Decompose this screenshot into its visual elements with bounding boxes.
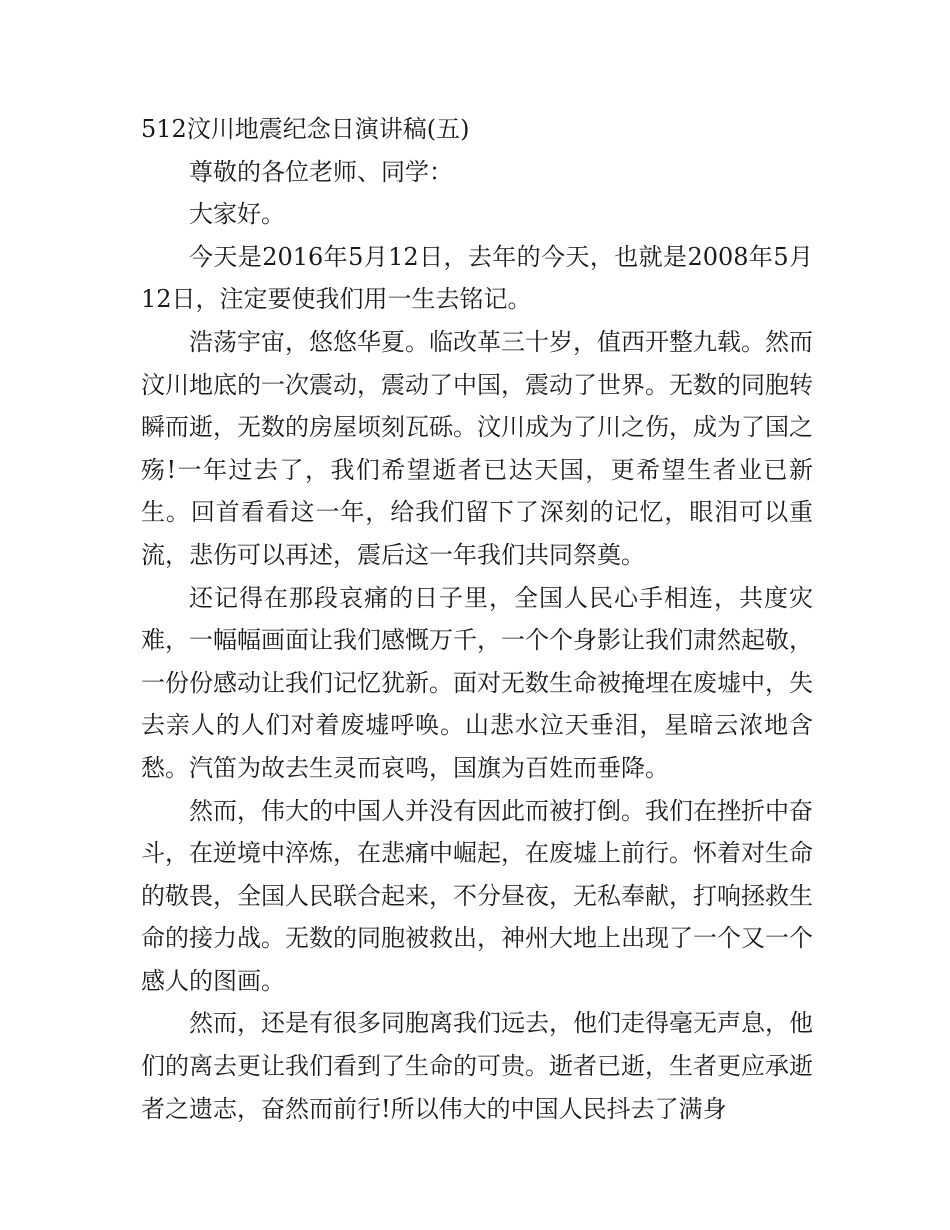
document-title: 512汶川地震纪念日演讲稿(五) — [141, 115, 470, 143]
greeting-paragraph: 大家好。 — [189, 200, 285, 229]
body-paragraph: 然而，伟大的中国人并没有因此而被打倒。我们在挫折中奋斗，在逆境中淬炼，在悲痛中崛起，在废墟上前行。怀着对生命的敬畏，全国人民联合起来，不分昼夜，无私奉献，打响拯救生命的接力战。无数的同胞被救出，神州大地上出现了一个又一个感人的图画。 — [141, 796, 813, 995]
body-paragraph: 还记得在那段哀痛的日子里，全国人民心手相连，共度灾难，一幅幅画面让我们感慨万千，一个个身影让我们肃然起敬，一份份感动让我们记忆犹新。面对无数生命被掩埋在废墟中，失去亲人的人们对着废墟呼唤。山悲水泣天垂泪，星暗云浓地含愁。汽笛为故去生灵而哀鸣，国旗为百姓而垂降。 — [141, 583, 813, 782]
document-body — [141, 108, 813, 1130]
salutation-paragraph: 尊敬的各位老师、同学： — [189, 157, 453, 186]
body-paragraph: 然而，还是有很多同胞离我们远去，他们走得毫无声息，他们的离去更让我们看到了生命的可贵。逝者已逝，生者更应承逝者之遗志，奋然而前行!所以伟大的中国人民抖去了满身 — [141, 1009, 813, 1123]
body-paragraph: 浩荡宇宙，悠悠华夏。临改革三十岁，值西开整九载。然而汶川地底的一次震动，震动了中国，震动了世界。无数的同胞转瞬而逝，无数的房屋顷刻瓦砾。汶川成为了川之伤，成为了国之殇!一年过去了，我们希望逝者已达天国，更希望生者业已新生。回首看看这一年，给我们留下了深刻的记忆，眼泪可以重流，悲伤可以再述，震后这一年我们共同祭奠。 — [141, 327, 813, 569]
body-paragraph: 今天是2016年5月12日，去年的今天，也就是2008年5月12日，注定要使我们用一生去铭记。 — [141, 242, 813, 314]
